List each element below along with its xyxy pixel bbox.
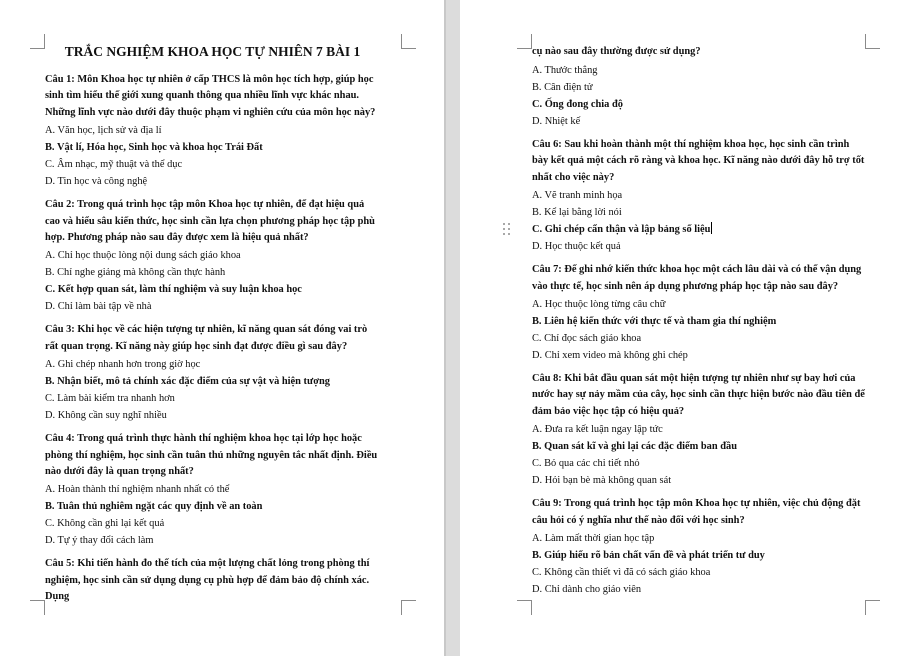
question-text: Câu 8: Khi bắt đầu quan sát một hiện tượng tự nhiên như sự bay hơi của nước hay sự nảy mầm của cây, học sinh cần thực hiện bước nào đầu tiên để đảm bảo việc học tập có hiệu quả?	[532, 373, 865, 417]
answer-option: D. Tin học và công nghệ	[45, 176, 148, 188]
question-4	[45, 431, 380, 549]
answer-option: A. Làm mất thời gian học tập	[532, 533, 655, 545]
answer-option: A. Đưa ra kết luận ngay lập tức	[532, 424, 663, 436]
answer-option: D. Chỉ làm bài tập về nhà	[45, 301, 152, 313]
margin-corner-top-right	[401, 34, 416, 49]
answer-option: D. Học thuộc kết quả	[532, 241, 621, 253]
answer-option-text: C. Ghi chép cẩn thận và lập bảng số liệu	[532, 224, 711, 236]
margin-corner-bottom-right	[401, 600, 416, 615]
answer-option-correct	[532, 221, 868, 238]
answer-option: C. Làm bài kiểm tra nhanh hơn	[45, 393, 175, 405]
answer-option: A. Ghi chép nhanh hơn trong giờ học	[45, 359, 201, 371]
answer-option: C. Không cần thiết vì đã có sách giáo khoa	[532, 567, 711, 579]
question-8	[532, 371, 868, 489]
question-text: Câu 4: Trong quá trình thực hành thí nghiệm khoa học tại lớp học hoặc phòng thí nghiệm, học sinh cần tuân thủ những nguyên tắc nhất định. Điều nào dưới đây là quan trọng nhất?	[45, 433, 378, 478]
question-text: Câu 5: Khi tiến hành đo thể tích của một lượng chất lỏng trong phòng thí nghiệm, học sinh cần sử dụng dụng cụ phù hợp để đảm bảo độ chính xác. Dụng	[45, 558, 370, 603]
margin-corner-bottom-left	[517, 600, 532, 615]
document-page-left	[0, 0, 446, 656]
question-1	[45, 72, 380, 190]
question-text: Câu 3: Khi học về các hiện tượng tự nhiên, kĩ năng quan sát đóng vai trò rất quan trọng. Kĩ năng này giúp học sinh đạt được điều gì sau đây?	[45, 324, 368, 352]
answer-option: C. Chỉ đọc sách giáo khoa	[532, 333, 642, 345]
answer-option-correct: B. Liên hệ kiến thức với thực tế và tham gia thí nghiệm	[532, 316, 777, 328]
text-cursor	[711, 222, 712, 234]
answer-option: B. Cân điện tử	[532, 82, 593, 93]
answer-option: B. Chỉ nghe giảng mà không cần thực hành	[45, 267, 226, 279]
document-page-right	[460, 0, 924, 656]
answer-option: D. Không cần suy nghĩ nhiều	[45, 410, 167, 422]
answer-option: A. Học thuộc lòng từng câu chữ	[532, 299, 666, 311]
answer-option: A. Hoàn thành thí nghiệm nhanh nhất có thể	[45, 484, 230, 496]
question-5-continuation: cụ nào sau đây thường được sử dụng?	[532, 46, 701, 57]
answer-option-correct: B. Quan sát kĩ và ghi lại các đặc điểm ban đầu	[532, 441, 737, 453]
question-3	[45, 322, 380, 424]
question-9	[532, 496, 868, 598]
answer-option-correct: B. Nhận biết, mô tả chính xác đặc điểm của sự vật và hiện tượng	[45, 376, 330, 388]
answer-option-correct: C. Kết hợp quan sát, làm thí nghiệm và suy luận khoa học	[45, 284, 302, 296]
question-6	[532, 137, 868, 255]
margin-corner-bottom-left	[30, 600, 45, 615]
question-text: Câu 1: Môn Khoa học tự nhiên ở cấp THCS là môn học tích hợp, giúp học sinh tìm hiểu thế giới xung quanh thông qua nhiều lĩnh vực khác nhau. Những lĩnh vực nào dưới đây thuộc phạm vi nghiên cứu của môn học này?	[45, 74, 376, 118]
answer-option: A. Vẽ tranh minh họa	[532, 190, 623, 202]
page-gap	[446, 0, 460, 656]
answer-option-correct: B. Giúp hiểu rõ bản chất vấn đề và phát triển tư duy	[532, 550, 765, 562]
question-text: Câu 7: Để ghi nhớ kiến thức khoa học một cách lâu dài và có thể vận dụng vào thực tế, học sinh nên áp dụng phương pháp học tập nào sau đây?	[532, 264, 862, 292]
paragraph-drag-handle-icon[interactable]	[502, 222, 512, 236]
answer-option-correct: C. Ống đong chia độ	[532, 99, 623, 110]
page-right-body[interactable]	[532, 44, 868, 605]
question-7	[532, 262, 868, 364]
question-5-options	[532, 62, 868, 130]
margin-corner-top-left	[517, 34, 532, 49]
question-5	[45, 556, 380, 605]
answer-option: A. Văn học, lịch sử và địa lí	[45, 125, 162, 137]
answer-option: D. Chỉ dành cho giáo viên	[532, 584, 642, 596]
answer-option-correct: B. Tuân thủ nghiêm ngặt các quy định về an toàn	[45, 501, 263, 513]
margin-corner-top-left	[30, 34, 45, 49]
question-text: Câu 6: Sau khi hoàn thành một thí nghiệm khoa học, học sinh cần trình bày kết quả một cách rõ ràng và khoa học. Kĩ năng nào dưới đây hỗ trợ tốt nhất cho việc này?	[532, 139, 865, 183]
question-text: Câu 9: Trong quá trình học tập môn Khoa học tự nhiên, việc chủ động đặt câu hỏi có ý nghĩa như thế nào đối với học sinh?	[532, 498, 861, 526]
answer-option: D. Tự ý thay đổi cách làm	[45, 535, 154, 547]
answer-option: C. Âm nhạc, mỹ thuật và thể dục	[45, 159, 183, 171]
question-text: Câu 2: Trong quá trình học tập môn Khoa học tự nhiên, để đạt hiệu quả cao và hiểu sâu kiến thức, học sinh cần lựa chọn phương pháp học tập phù hợp. Phương pháp nào sau đây được xem là hiệu quả nhất?	[45, 199, 375, 244]
answer-option: C. Không cần ghi lại kết quả	[45, 518, 165, 530]
answer-option: D. Hỏi bạn bè mà không quan sát	[532, 475, 672, 487]
answer-option-correct: B. Vật lí, Hóa học, Sinh học và khoa học Trái Đất	[45, 142, 263, 154]
answer-option: A. Thước thẳng	[532, 65, 598, 76]
answer-option: A. Chỉ học thuộc lòng nội dung sách giáo khoa	[45, 250, 241, 262]
question-2	[45, 197, 380, 315]
document-title: TRẮC NGHIỆM KHOA HỌC TỰ NHIÊN 7 BÀI 1	[64, 44, 361, 59]
page-left-body[interactable]	[45, 44, 380, 613]
answer-option: B. Kể lại bằng lời nói	[532, 207, 622, 219]
page-shadow	[444, 0, 446, 656]
answer-option: D. Chỉ xem video mà không ghi chép	[532, 350, 688, 362]
answer-option: C. Bỏ qua các chi tiết nhỏ	[532, 458, 640, 470]
answer-option: D. Nhiệt kế	[532, 116, 581, 127]
